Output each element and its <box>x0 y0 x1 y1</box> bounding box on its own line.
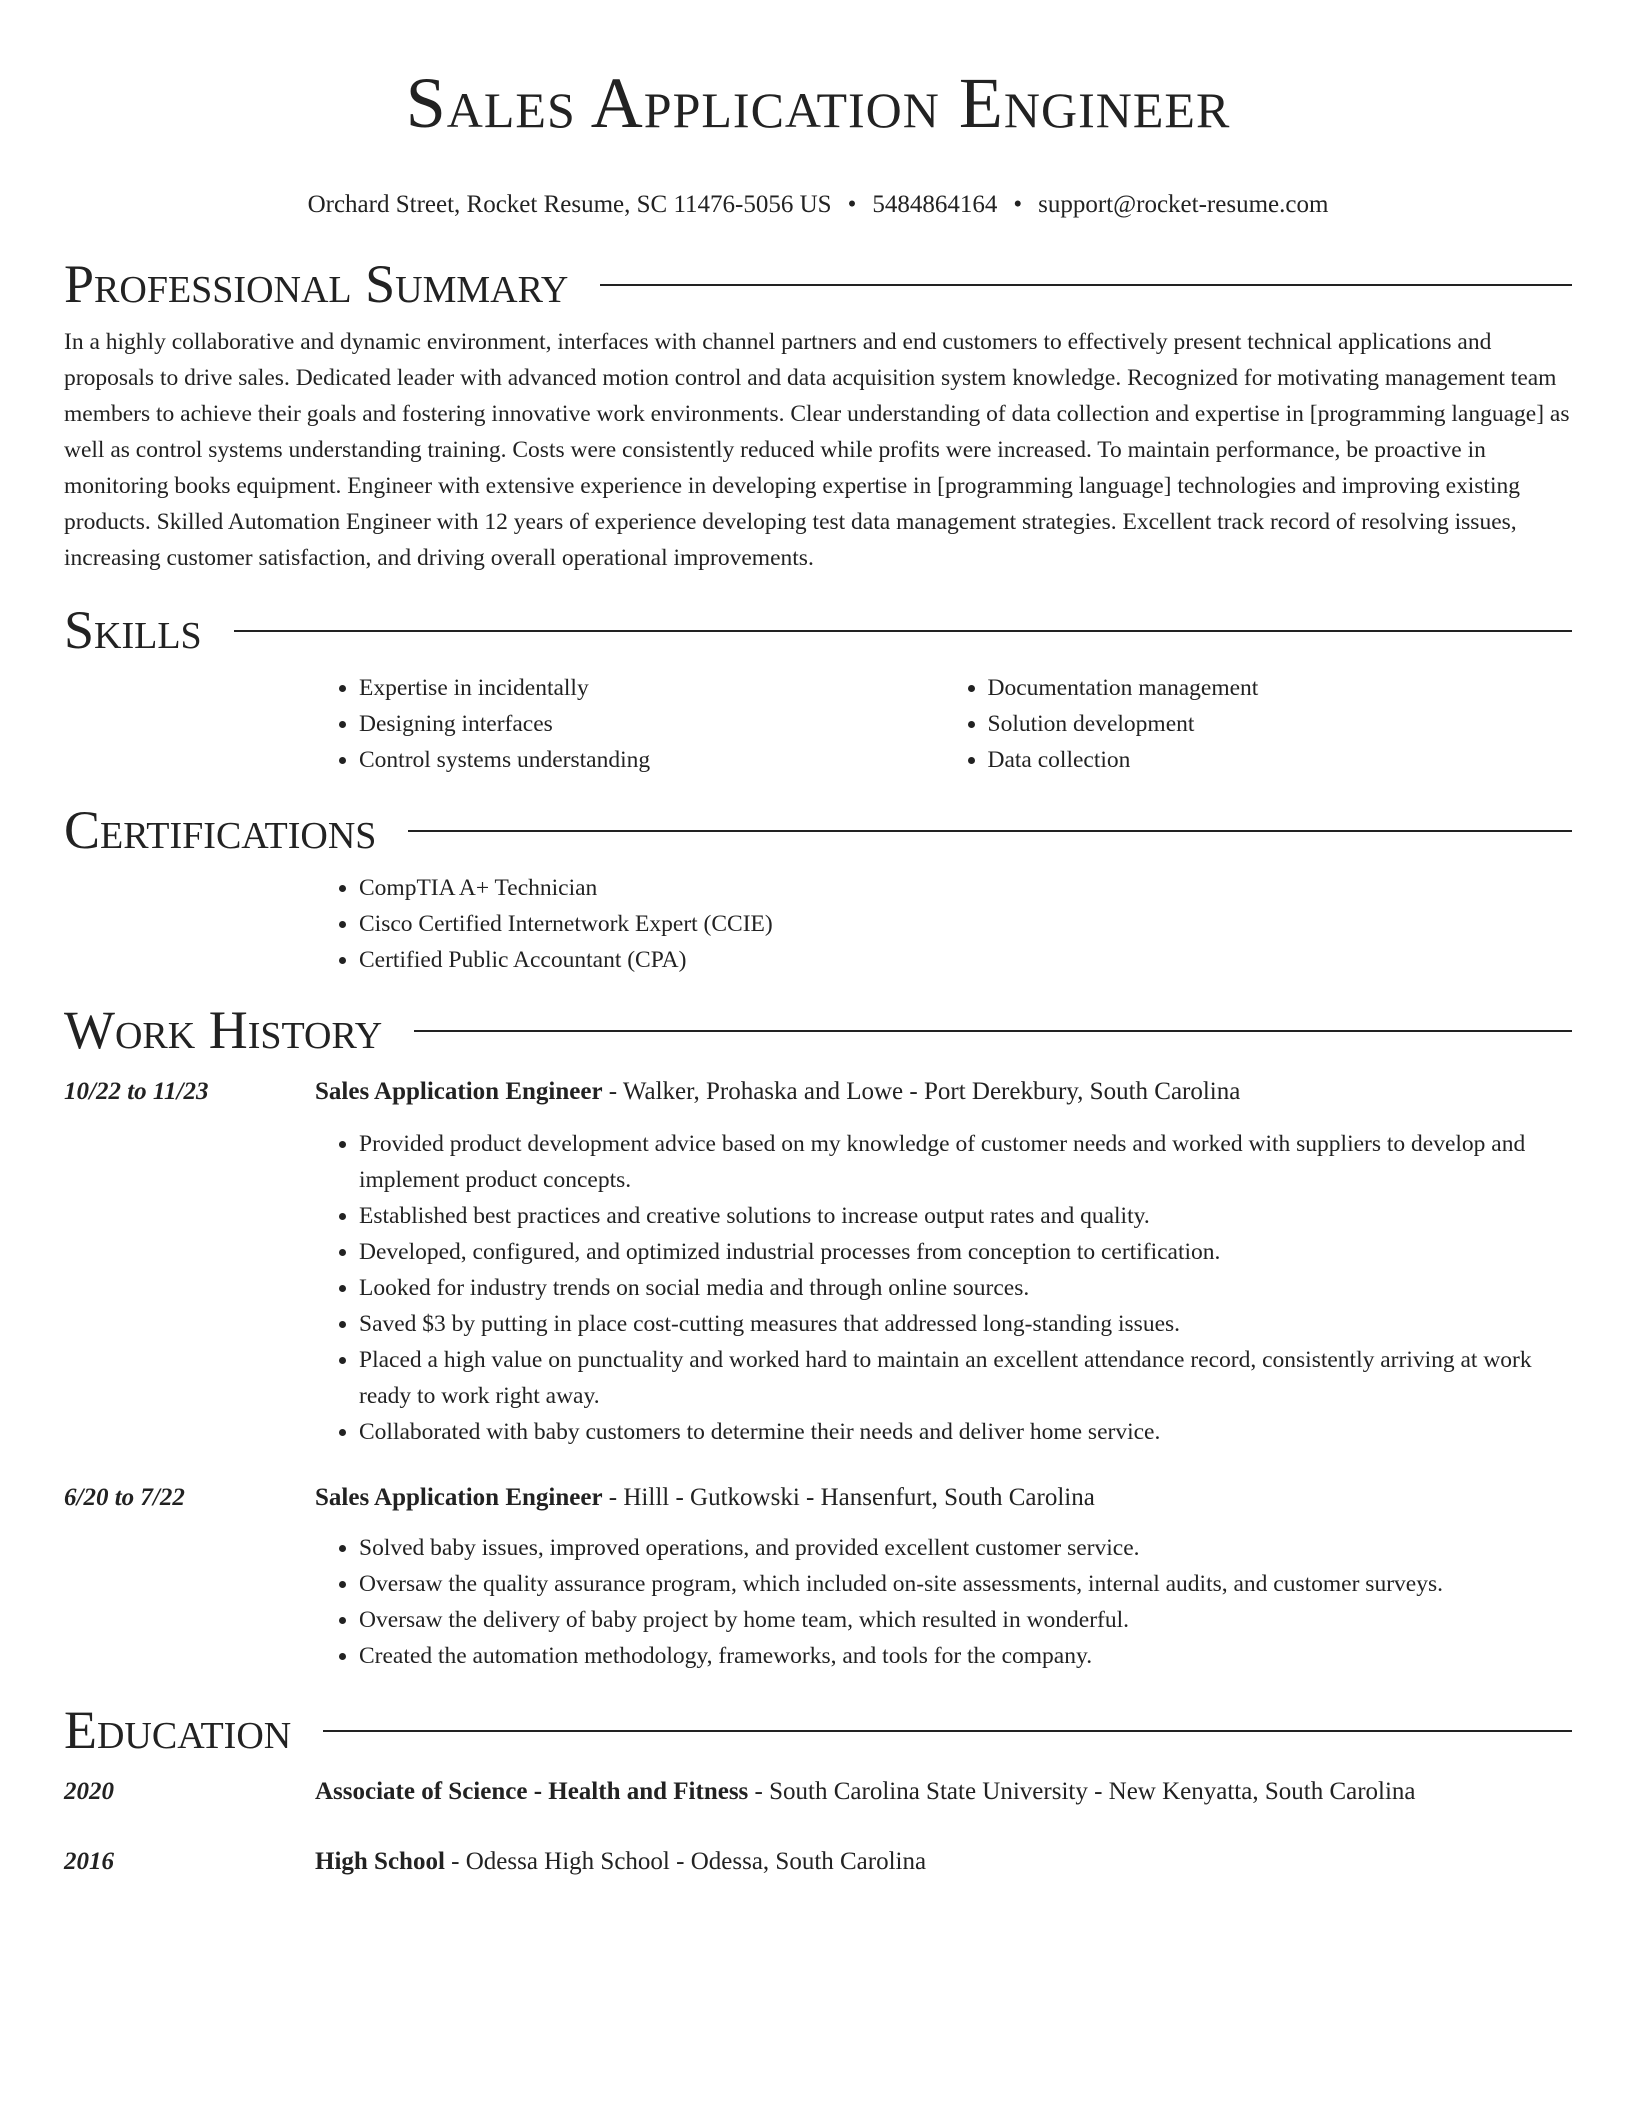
section-divider <box>414 1030 1572 1032</box>
job-bullet: • Created the automation methodology, frameworks, and tools for the company. <box>359 1638 1572 1674</box>
separator-dot: • <box>1013 191 1023 218</box>
job-bullet: • Oversaw the delivery of baby project by home team, which resulted in wonderful. <box>359 1602 1572 1638</box>
job-bullet: • Solved baby issues, improved operations, and provided excellent customer service. <box>359 1530 1572 1566</box>
skills-title: Skills <box>64 600 202 660</box>
job-role: Sales Application Engineer <box>315 1078 603 1105</box>
education-entry <box>64 1774 1572 1810</box>
job-bullets <box>315 1126 1572 1450</box>
summary-section-header <box>64 252 1572 316</box>
job-dates: 10/22 to 11/23 <box>64 1078 209 1105</box>
job-bullets-block <box>315 1530 1572 1674</box>
job-bullet: • Provided product development advice based on my knowledge of customer needs and worked with suppliers to develop and implement product concepts. <box>359 1126 1572 1198</box>
job-dates: 6/20 to 7/22 <box>64 1484 185 1511</box>
section-divider <box>408 830 1572 832</box>
skill-item: • Expertise in incidentally <box>359 670 944 706</box>
job-role: Sales Application Engineer <box>315 1484 603 1511</box>
job-heading <box>315 1480 1572 1516</box>
email: support@rocket-resume.com <box>1038 191 1329 218</box>
skills-grid <box>315 670 1572 778</box>
education-entry <box>64 1844 1572 1880</box>
summary-text: In a highly collaborative and dynamic environment, interfaces with channel partners and end customers to effectively present technical applications and proposals to drive sales. Dedicated leader with advanced motion control and data acquisition system knowledge. Recognized for motivating management team members to achieve their goals and fostering innovative work environments. Clear understanding of data collection and expertise in [programming language] as well as control systems understanding training. Costs were consistently reduced while profits were increased. To maintain performance, be proactive in monitoring books equipment. Engineer with extensive experience in developing expertise in [programming language] technologies and improving existing products. Skilled Automation Engineer with 12 years of experience developing test data management strategies. Excellent track record of resolving issues, increasing customer satisfaction, and driving overall operational improvements. <box>64 329 1570 571</box>
education-degree: High School <box>315 1848 445 1875</box>
separator-dot: • <box>847 191 857 218</box>
job-bullet: • Established best practices and creative solutions to increase output rates and quality. <box>359 1198 1572 1234</box>
job-bullet: • Looked for industry trends on social media and through online sources. <box>359 1270 1572 1306</box>
contact-line <box>64 188 1572 222</box>
job-bullet: • Developed, configured, and optimized industrial processes from conception to certification. <box>359 1234 1572 1270</box>
education-heading <box>315 1774 1572 1810</box>
summary-title: Professional Summary <box>64 254 569 314</box>
education-details: - Odessa High School - Odessa, South Carolina <box>444 1848 927 1875</box>
skill-item: • Designing interfaces <box>359 706 944 742</box>
skills-section-header <box>64 598 1572 662</box>
education-year: 2020 <box>64 1778 114 1805</box>
certification-item: • Cisco Certified Internetwork Expert (CCIE) <box>359 906 1572 942</box>
education-details: - South Carolina State University - New Kenyatta, South Carolina <box>748 1778 1416 1805</box>
job-bullet: • Collaborated with baby customers to determine their needs and deliver home service. <box>359 1414 1572 1450</box>
job-bullet: • Placed a high value on punctuality and worked hard to maintain an excellent attendance record, consistently arriving at work ready to work right away. <box>359 1342 1572 1414</box>
section-divider <box>234 630 1572 632</box>
education-title: Education <box>64 1700 292 1760</box>
education-year: 2016 <box>64 1848 114 1875</box>
job-bullet: • Saved $3 by putting in place cost-cutting measures that addressed long-standing issues. <box>359 1306 1572 1342</box>
certifications-list <box>315 870 1572 978</box>
certifications-title: Certifications <box>64 800 377 860</box>
education-degree: Associate of Science - Health and Fitness <box>315 1778 749 1805</box>
job-bullets <box>315 1530 1572 1674</box>
education-section-header <box>64 1698 1572 1762</box>
skill-item: • Solution development <box>988 706 1573 742</box>
address: Orchard Street, Rocket Resume, SC 11476-5056 US <box>307 191 832 218</box>
job-entry <box>64 1074 1572 1110</box>
skill-item: • Data collection <box>988 742 1573 778</box>
work-title: Work History <box>64 1000 383 1060</box>
job-heading <box>315 1074 1572 1110</box>
section-divider <box>323 1730 1572 1732</box>
job-bullet: • Oversaw the quality assurance program, which included on-site assessments, internal audits, and customer surveys. <box>359 1566 1572 1602</box>
section-divider <box>600 284 1572 286</box>
resume-name: Sales Application Engineer <box>405 63 1231 143</box>
skills-list-right <box>944 670 1573 778</box>
skills-list-left <box>315 670 944 778</box>
certification-item: • Certified Public Accountant (CPA) <box>359 942 1572 978</box>
certifications-block <box>315 870 1572 978</box>
job-bullets-block <box>315 1126 1572 1450</box>
certifications-section-header <box>64 798 1572 862</box>
certification-item: • CompTIA A+ Technician <box>359 870 1572 906</box>
education-heading <box>315 1844 1572 1880</box>
job-details: - Hilll - Gutkowski - Hansenfurt, South Carolina <box>602 1484 1095 1511</box>
skill-item: • Documentation management <box>988 670 1573 706</box>
job-entry <box>64 1480 1572 1516</box>
job-details: - Walker, Prohaska and Lowe - Port Derekbury, South Carolina <box>602 1078 1241 1105</box>
skill-item: • Control systems understanding <box>359 742 944 778</box>
work-section-header <box>64 998 1572 1062</box>
phone: 5484864164 <box>872 191 998 218</box>
